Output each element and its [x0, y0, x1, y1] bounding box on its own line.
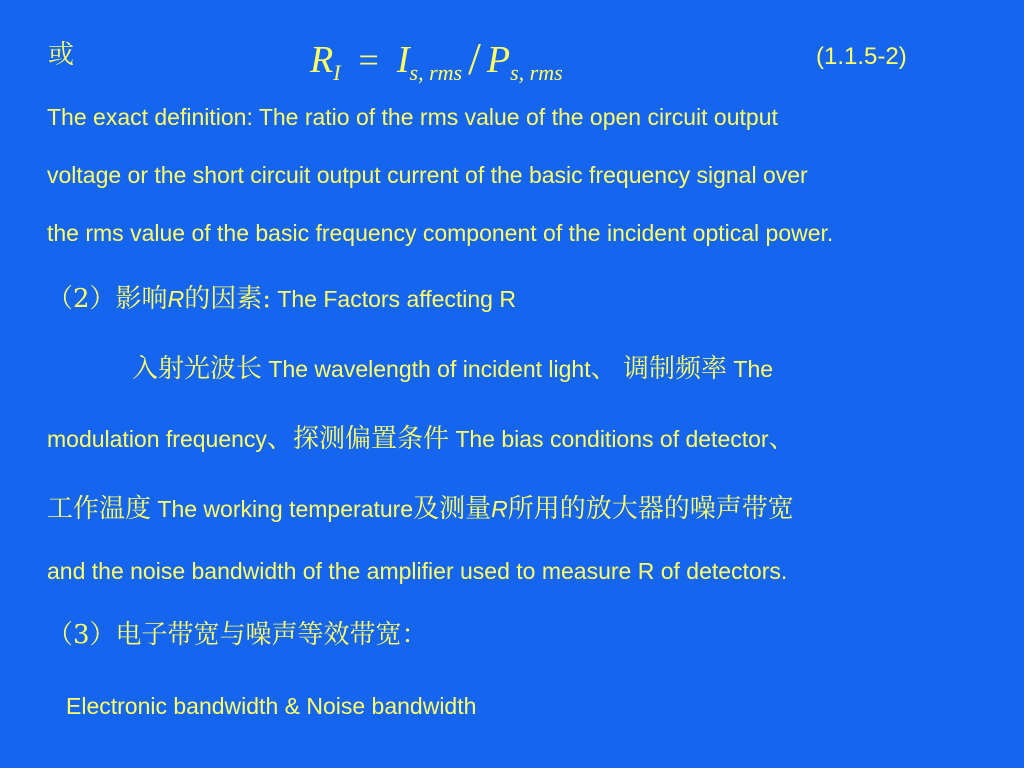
factor-temperature-cn: 工作温度	[47, 494, 152, 524]
formula-equals: =	[358, 40, 379, 80]
factor-modulation-en: modulation frequency	[47, 426, 267, 452]
factor-bias-cn: 探测偏置条件	[292, 424, 449, 454]
equation-number: (1.1.5-2)	[816, 43, 907, 70]
formula-den-sub: s, rms	[510, 60, 563, 85]
formula-slash: /	[468, 33, 481, 84]
factor-modulation-en-start: The	[733, 356, 774, 382]
definition-line-3: the rms value of the basic frequency component of the incident optical power.	[47, 220, 834, 246]
factor-separator: 、	[768, 424, 795, 454]
factor-measure-r: R	[491, 496, 508, 522]
formula-prefix: 或	[48, 40, 75, 70]
section-2-en-title: The Factors affecting R	[277, 286, 516, 312]
factor-measure-cn: 及测量	[413, 494, 492, 524]
formula-lhs-symbol: R	[310, 39, 334, 81]
section-3-heading	[47, 620, 428, 650]
rms-ratio-formula	[310, 30, 563, 85]
section-2-r: R	[167, 286, 185, 312]
factors-line-4: and the noise bandwidth of the amplifier used to measure R of detectors.	[47, 558, 788, 584]
factor-separator: 、	[266, 424, 293, 454]
formula-num-symbol: I	[396, 39, 410, 81]
section-2-cn-1: 影响	[115, 284, 168, 314]
factors-line-1	[132, 354, 773, 384]
section-2-cn-2: 的因素:	[184, 284, 271, 314]
factor-wavelength-en: The wavelength of incident light	[268, 356, 591, 382]
factor-modulation-cn: 调制频率	[623, 354, 728, 384]
factor-temperature-en: The working temperature	[157, 496, 414, 522]
section-2-number: （2）	[47, 284, 116, 314]
factors-line-3	[47, 494, 794, 524]
formula-lhs-sub: I	[333, 60, 341, 85]
factor-bias-en: The bias conditions of detector	[455, 426, 769, 452]
definition-line-1: The exact definition: The ratio of the rms value of the open circuit output	[47, 104, 778, 130]
formula-num-sub: s, rms	[409, 60, 463, 85]
section-3-number: （3）	[47, 620, 116, 650]
factor-noise-bw-cn: 所用的放大器的噪声带宽	[507, 494, 794, 524]
formula-den-symbol: P	[486, 39, 511, 81]
section-3-en-title: Electronic bandwidth & Noise bandwidth	[66, 693, 477, 719]
factors-line-2	[47, 424, 795, 454]
definition-line-2: voltage or the short circuit output current of the basic frequency signal over	[47, 162, 808, 188]
section-2-heading	[47, 284, 516, 314]
section-3-cn-title: 电子带宽与噪声等效带宽：	[115, 620, 428, 650]
factor-separator: 、	[590, 354, 617, 384]
factor-wavelength-cn: 入射光波长	[132, 354, 263, 384]
